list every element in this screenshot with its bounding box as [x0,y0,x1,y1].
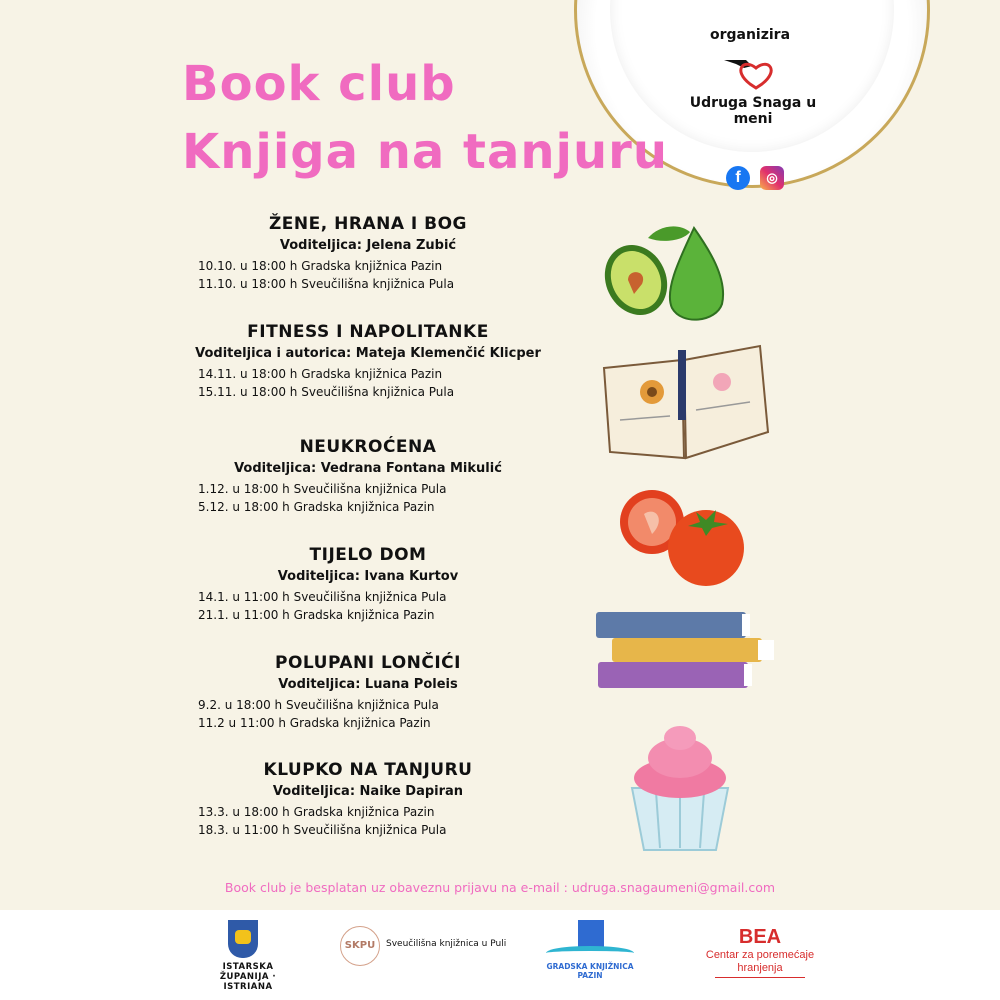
avocado-pear-illustration [598,218,732,328]
stacked-books-illustration [592,604,778,694]
goat-icon [235,930,251,944]
event-leader: Voditeljica: Jelena Zubić [279,238,457,253]
gkp-logo [540,918,640,978]
event-title: FITNESS I NAPOLITANKE [247,322,489,342]
page-title-line1: Book club [182,56,456,112]
event-date: 1.12. u 18:00 h Sveučilišna knjižnica Pula [198,482,447,496]
event-date: 9.2. u 18:00 h Sveučilišna knjižnica Pula [198,698,439,712]
event-leader: Voditeljica: Luana Poleis [278,677,458,692]
instagram-icon[interactable]: ◎ [760,166,784,190]
event-date: 14.1. u 11:00 h Sveučilišna knjižnica Pula [198,590,447,604]
skpu-logo [340,926,540,966]
event-title: POLUPANI LONČIĆI [275,653,461,673]
tower-icon [578,920,604,948]
event-date: 14.11. u 18:00 h Gradska knjižnica Pazin [198,367,443,381]
event-date: 13.3. u 18:00 h Gradska knjižnica Pazin [198,805,435,819]
bea-underline [715,977,805,978]
event-date: 5.12. u 18:00 h Gradska knjižnica Pazin [198,500,435,514]
gkp-logo-text: GRADSKA KNJIŽNICA PAZIN [546,962,634,980]
event-leader: Voditeljica: Ivana Kurtov [277,569,459,584]
skpu-badge: SKPU [340,926,380,966]
open-book-illustration [600,340,770,464]
facebook-icon[interactable]: f [726,166,750,190]
bea-title: BEA [738,926,782,948]
event-title: NEUKROĆENA [299,437,437,457]
page-title-line2: Knjiga na tanjuru [182,124,668,180]
istra-county-logo [200,920,296,992]
tomatoes-illustration [616,484,748,588]
bea-logo [690,926,830,978]
open-book-icon [546,946,634,960]
organizer-label: organizira [709,27,791,43]
signup-note: Book club je besplatan uz obaveznu prijavu na e-mail : udruga.snagaumeni@gmail.com [224,880,776,895]
event-title: TIJELO DOM [309,545,427,565]
event-block [198,214,578,291]
bea-subtitle: Centar za poremećaje hranjenja [705,949,815,974]
event-leader: Voditeljica: Vedrana Fontana Mikulić [234,461,502,476]
istra-logo-text: ISTARSKA ŽUPANIJA · ISTRIANA [219,962,277,992]
event-title: ŽENE, HRANA I BOG [268,214,468,234]
event-date: 21.1. u 11:00 h Gradska knjižnica Pazin [198,608,435,622]
event-date: 11.10. u 18:00 h Sveučilišna knjižnica Pula [198,277,455,291]
event-date: 11.2 u 11:00 h Gradska knjižnica Pazin [198,716,431,730]
event-block [198,545,578,622]
event-date: 10.10. u 18:00 h Gradska knjižnica Pazin [198,259,443,273]
cupcake-illustration [626,722,734,854]
event-date: 18.3. u 11:00 h Sveučilišna knjižnica Pula [198,823,447,837]
event-leader: Voditeljica i autorica: Mateja Klemenčić Klicper [195,346,541,361]
event-leader: Voditeljica: Naike Dapiran [272,784,464,799]
event-date: 15.11. u 18:00 h Sveučilišna knjižnica Pula [198,385,455,399]
event-block [198,437,578,514]
event-block [198,760,578,837]
hand-heart-icon [722,54,782,90]
organizer-name: Udruga Snaga u meni [689,95,817,127]
event-block [195,322,578,399]
skpu-name: Sveučilišna knjižnica u Puli [386,939,507,949]
event-block [198,653,578,730]
event-title: KLUPKO NA TANJURU [263,760,473,780]
